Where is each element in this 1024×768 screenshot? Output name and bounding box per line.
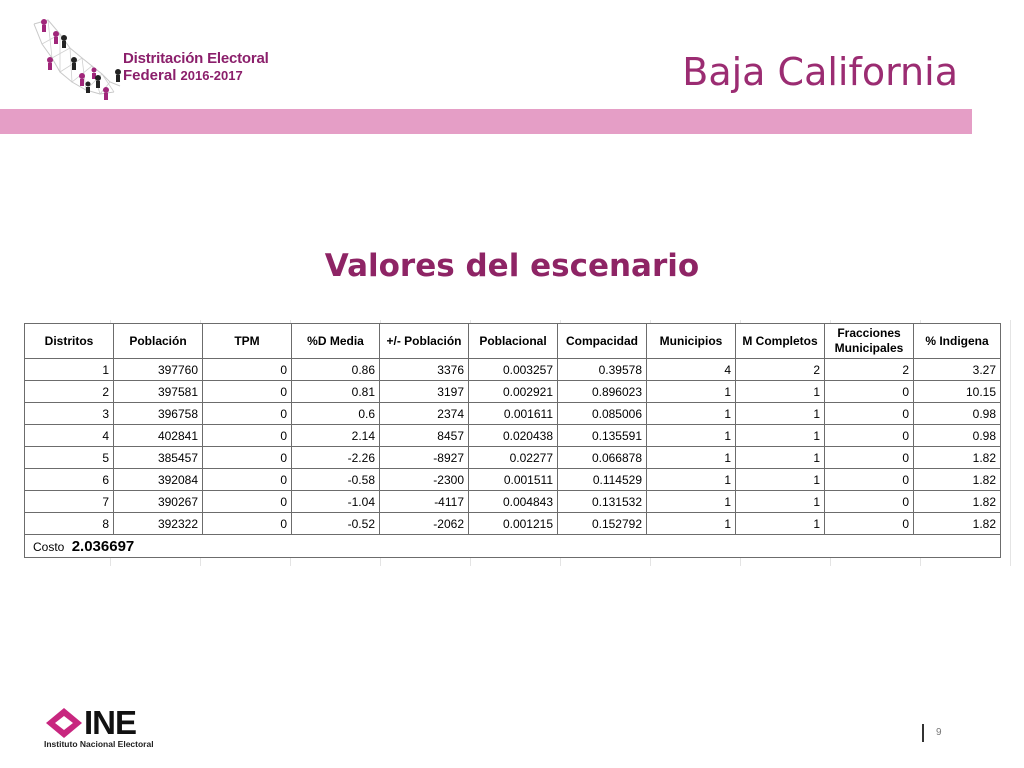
cell-m-completos: 1 — [736, 425, 825, 447]
cell-distrito: 4 — [25, 425, 114, 447]
cell-m-completos: 2 — [736, 359, 825, 381]
cell-m-completos: 1 — [736, 381, 825, 403]
cell-distrito: 3 — [25, 403, 114, 425]
cell-d-media: 0.86 — [292, 359, 380, 381]
cell-fracciones: 2 — [825, 359, 914, 381]
cell-m-completos: 1 — [736, 513, 825, 535]
cell-tpm: 0 — [203, 403, 292, 425]
table-row — [25, 381, 1001, 403]
cell-tpm: 0 — [203, 425, 292, 447]
cell-poblacional: 0.02277 — [469, 447, 558, 469]
cell-mas-menos-poblacion: 3376 — [380, 359, 469, 381]
cell-mas-menos-poblacion: -2062 — [380, 513, 469, 535]
cell-d-media: -1.04 — [292, 491, 380, 513]
ine-logo — [44, 705, 184, 750]
cell-tpm: 0 — [203, 381, 292, 403]
cell-mas-menos-poblacion: -8927 — [380, 447, 469, 469]
cell-compacidad: 0.152792 — [558, 513, 647, 535]
cell-municipios: 1 — [647, 403, 736, 425]
cell-poblacional: 0.003257 — [469, 359, 558, 381]
cell-poblacional: 0.001215 — [469, 513, 558, 535]
cell-mas-menos-poblacion: -4117 — [380, 491, 469, 513]
cell-m-completos: 1 — [736, 403, 825, 425]
cell-municipios: 1 — [647, 491, 736, 513]
cell-indigena: 1.82 — [914, 491, 1001, 513]
cell-fracciones: 0 — [825, 469, 914, 491]
cell-poblacion: 396758 — [114, 403, 203, 425]
cell-fracciones: 0 — [825, 513, 914, 535]
logo-title-line2 — [123, 67, 243, 84]
cell-municipios: 1 — [647, 469, 736, 491]
cell-poblacion: 392322 — [114, 513, 203, 535]
cost-row — [25, 535, 1001, 558]
cell-m-completos: 1 — [736, 469, 825, 491]
cost-cell — [25, 535, 1001, 558]
table-body — [25, 359, 1001, 558]
cell-indigena: 0.98 — [914, 403, 1001, 425]
cell-d-media: -0.58 — [292, 469, 380, 491]
cost-label: Costo — [33, 539, 65, 554]
cell-poblacion: 390267 — [114, 491, 203, 513]
cell-fracciones: 0 — [825, 491, 914, 513]
cell-poblacional: 0.001611 — [469, 403, 558, 425]
cell-tpm: 0 — [203, 469, 292, 491]
cell-distrito: 1 — [25, 359, 114, 381]
header-indigena: % Indigena — [914, 324, 1001, 359]
cell-fracciones: 0 — [825, 447, 914, 469]
header-tpm: TPM — [203, 324, 292, 359]
table-row — [25, 403, 1001, 425]
cell-d-media: 2.14 — [292, 425, 380, 447]
cell-municipios: 4 — [647, 359, 736, 381]
logo-years-text: 2016-2017 — [180, 68, 243, 83]
cell-tpm: 0 — [203, 491, 292, 513]
cell-d-media: -0.52 — [292, 513, 380, 535]
table-row — [25, 469, 1001, 491]
cell-compacidad: 0.114529 — [558, 469, 647, 491]
table-row — [25, 447, 1001, 469]
cell-municipios: 1 — [647, 513, 736, 535]
header-poblacion: Población — [114, 324, 203, 359]
cell-compacidad: 0.131532 — [558, 491, 647, 513]
cell-indigena: 1.82 — [914, 469, 1001, 491]
cell-compacidad: 0.39578 — [558, 359, 647, 381]
cell-poblacion: 385457 — [114, 447, 203, 469]
cell-mas-menos-poblacion: -2300 — [380, 469, 469, 491]
cell-mas-menos-poblacion: 3197 — [380, 381, 469, 403]
header-compacidad: Compacidad — [558, 324, 647, 359]
section-title: Valores del escenario — [324, 248, 700, 284]
ine-logo-text: INE — [84, 704, 137, 741]
header-d-media: %D Media — [292, 324, 380, 359]
cell-distrito: 2 — [25, 381, 114, 403]
cell-poblacion: 402841 — [114, 425, 203, 447]
cell-municipios: 1 — [647, 447, 736, 469]
cost-value: 2.036697 — [71, 537, 135, 555]
cell-municipios: 1 — [647, 381, 736, 403]
distritacion-logo — [30, 14, 280, 104]
cell-mas-menos-poblacion: 8457 — [380, 425, 469, 447]
cell-fracciones: 0 — [825, 381, 914, 403]
header-municipios: Municipios — [647, 324, 736, 359]
cell-m-completos: 1 — [736, 447, 825, 469]
cell-tpm: 0 — [203, 447, 292, 469]
ine-logo-subtitle: Instituto Nacional Electoral — [44, 739, 154, 749]
header-mas-menos-poblacion: +/- Población — [380, 324, 469, 359]
table-header-row — [25, 324, 1001, 359]
header-distritos: Distritos — [25, 324, 114, 359]
cell-indigena: 1.82 — [914, 513, 1001, 535]
cell-distrito: 8 — [25, 513, 114, 535]
table-row — [25, 359, 1001, 381]
cell-tpm: 0 — [203, 359, 292, 381]
cell-tpm: 0 — [203, 513, 292, 535]
cell-mas-menos-poblacion: 2374 — [380, 403, 469, 425]
table-row — [25, 491, 1001, 513]
cell-fracciones: 0 — [825, 403, 914, 425]
cell-distrito: 5 — [25, 447, 114, 469]
cell-compacidad: 0.085006 — [558, 403, 647, 425]
cell-d-media: 0.81 — [292, 381, 380, 403]
cell-fracciones: 0 — [825, 425, 914, 447]
cell-m-completos: 1 — [736, 491, 825, 513]
header-poblacional: Poblacional — [469, 324, 558, 359]
page-number-divider — [922, 724, 924, 742]
ine-diamond-icon — [44, 706, 84, 740]
cell-indigena: 0.98 — [914, 425, 1001, 447]
scenario-table-container — [21, 320, 1011, 566]
cell-indigena: 1.82 — [914, 447, 1001, 469]
logo-title-line1: Distritación Electoral — [123, 50, 269, 67]
cell-poblacional: 0.004843 — [469, 491, 558, 513]
scenario-table — [24, 323, 1001, 558]
header-band — [0, 109, 972, 134]
table-row — [25, 513, 1001, 535]
cell-compacidad: 0.896023 — [558, 381, 647, 403]
cell-poblacion: 397581 — [114, 381, 203, 403]
cell-distrito: 7 — [25, 491, 114, 513]
cell-distrito: 6 — [25, 469, 114, 491]
cell-poblacional: 0.001511 — [469, 469, 558, 491]
cell-poblacion: 392084 — [114, 469, 203, 491]
cell-d-media: 0.6 — [292, 403, 380, 425]
state-title: Baja California — [682, 50, 958, 94]
header-m-completos: M Completos — [736, 324, 825, 359]
cell-poblacional: 0.002921 — [469, 381, 558, 403]
header-fracciones-municipales: Fracciones Municipales — [825, 324, 914, 359]
cell-compacidad: 0.135591 — [558, 425, 647, 447]
table-row — [25, 425, 1001, 447]
cell-poblacional: 0.020438 — [469, 425, 558, 447]
cell-d-media: -2.26 — [292, 447, 380, 469]
cell-indigena: 3.27 — [914, 359, 1001, 381]
cell-indigena: 10.15 — [914, 381, 1001, 403]
cell-municipios: 1 — [647, 425, 736, 447]
mexico-map-icon — [30, 14, 125, 104]
logo-federal-text: Federal — [123, 67, 177, 84]
cell-poblacion: 397760 — [114, 359, 203, 381]
cell-compacidad: 0.066878 — [558, 447, 647, 469]
page-number: 9 — [936, 727, 942, 738]
